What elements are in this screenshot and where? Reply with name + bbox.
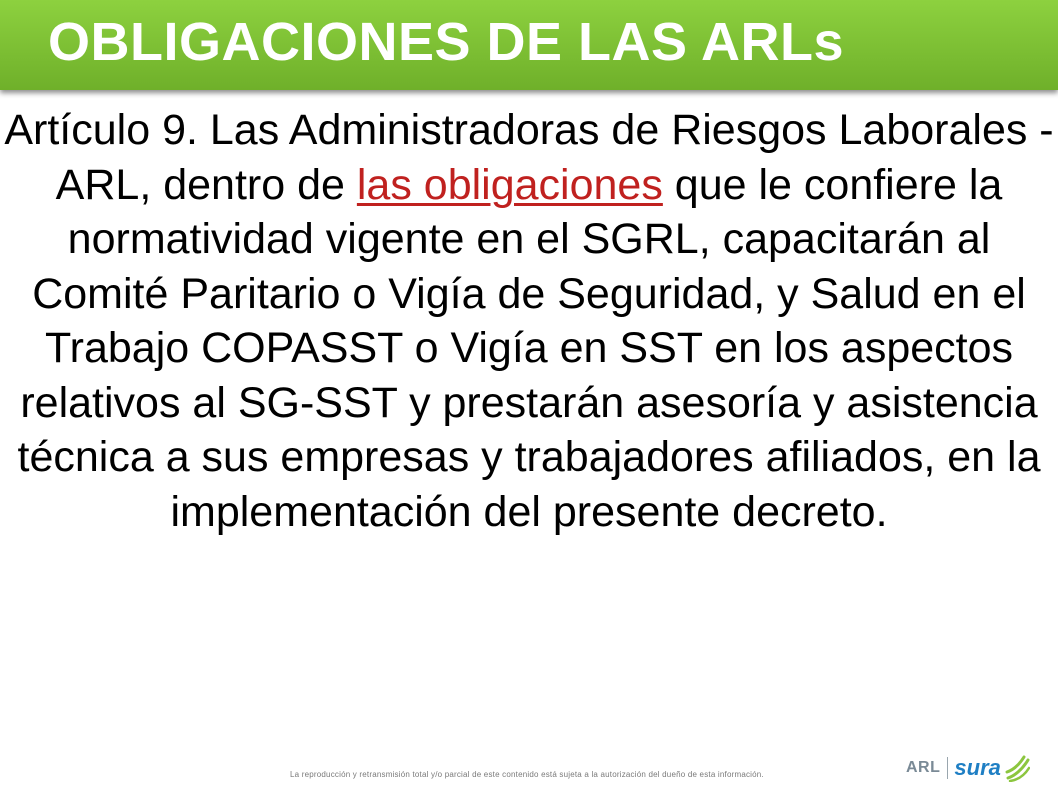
article-text-part2: que le confiere la normatividad vigente en el SGRL, capacitarán al Comité Paritario o Vigía de Seguridad, y Salud en el Trabajo COPASST o Vigía en SST en los aspectos relativos al SG-SST y prestarán asesoría y asistencia técnica a sus empresas y trabajadores afiliados, en la implementación del presente decreto. bbox=[17, 160, 1041, 536]
article-text bbox=[4, 103, 1054, 539]
sura-wing-icon bbox=[1004, 754, 1030, 782]
logo-separator bbox=[947, 757, 948, 779]
logo-sura-text: sura bbox=[954, 755, 1001, 780]
arl-sura-logo bbox=[906, 750, 1030, 786]
title-bar bbox=[0, 0, 1058, 90]
logo-arl-text: ARL bbox=[906, 759, 941, 776]
article-text-part1: Artículo 9. Las Administradoras de Riesgos Laborales -ARL, dentro de bbox=[4, 106, 1054, 209]
obligaciones-link[interactable]: las obligaciones bbox=[356, 160, 663, 209]
copyright-notice: La reproducción y retransmisión total y/o parcial de este contenido está sujeta a la autorización del dueño de esta información. bbox=[290, 770, 764, 779]
slide-title: OBLIGACIONES DE LAS ARLs bbox=[48, 12, 845, 72]
